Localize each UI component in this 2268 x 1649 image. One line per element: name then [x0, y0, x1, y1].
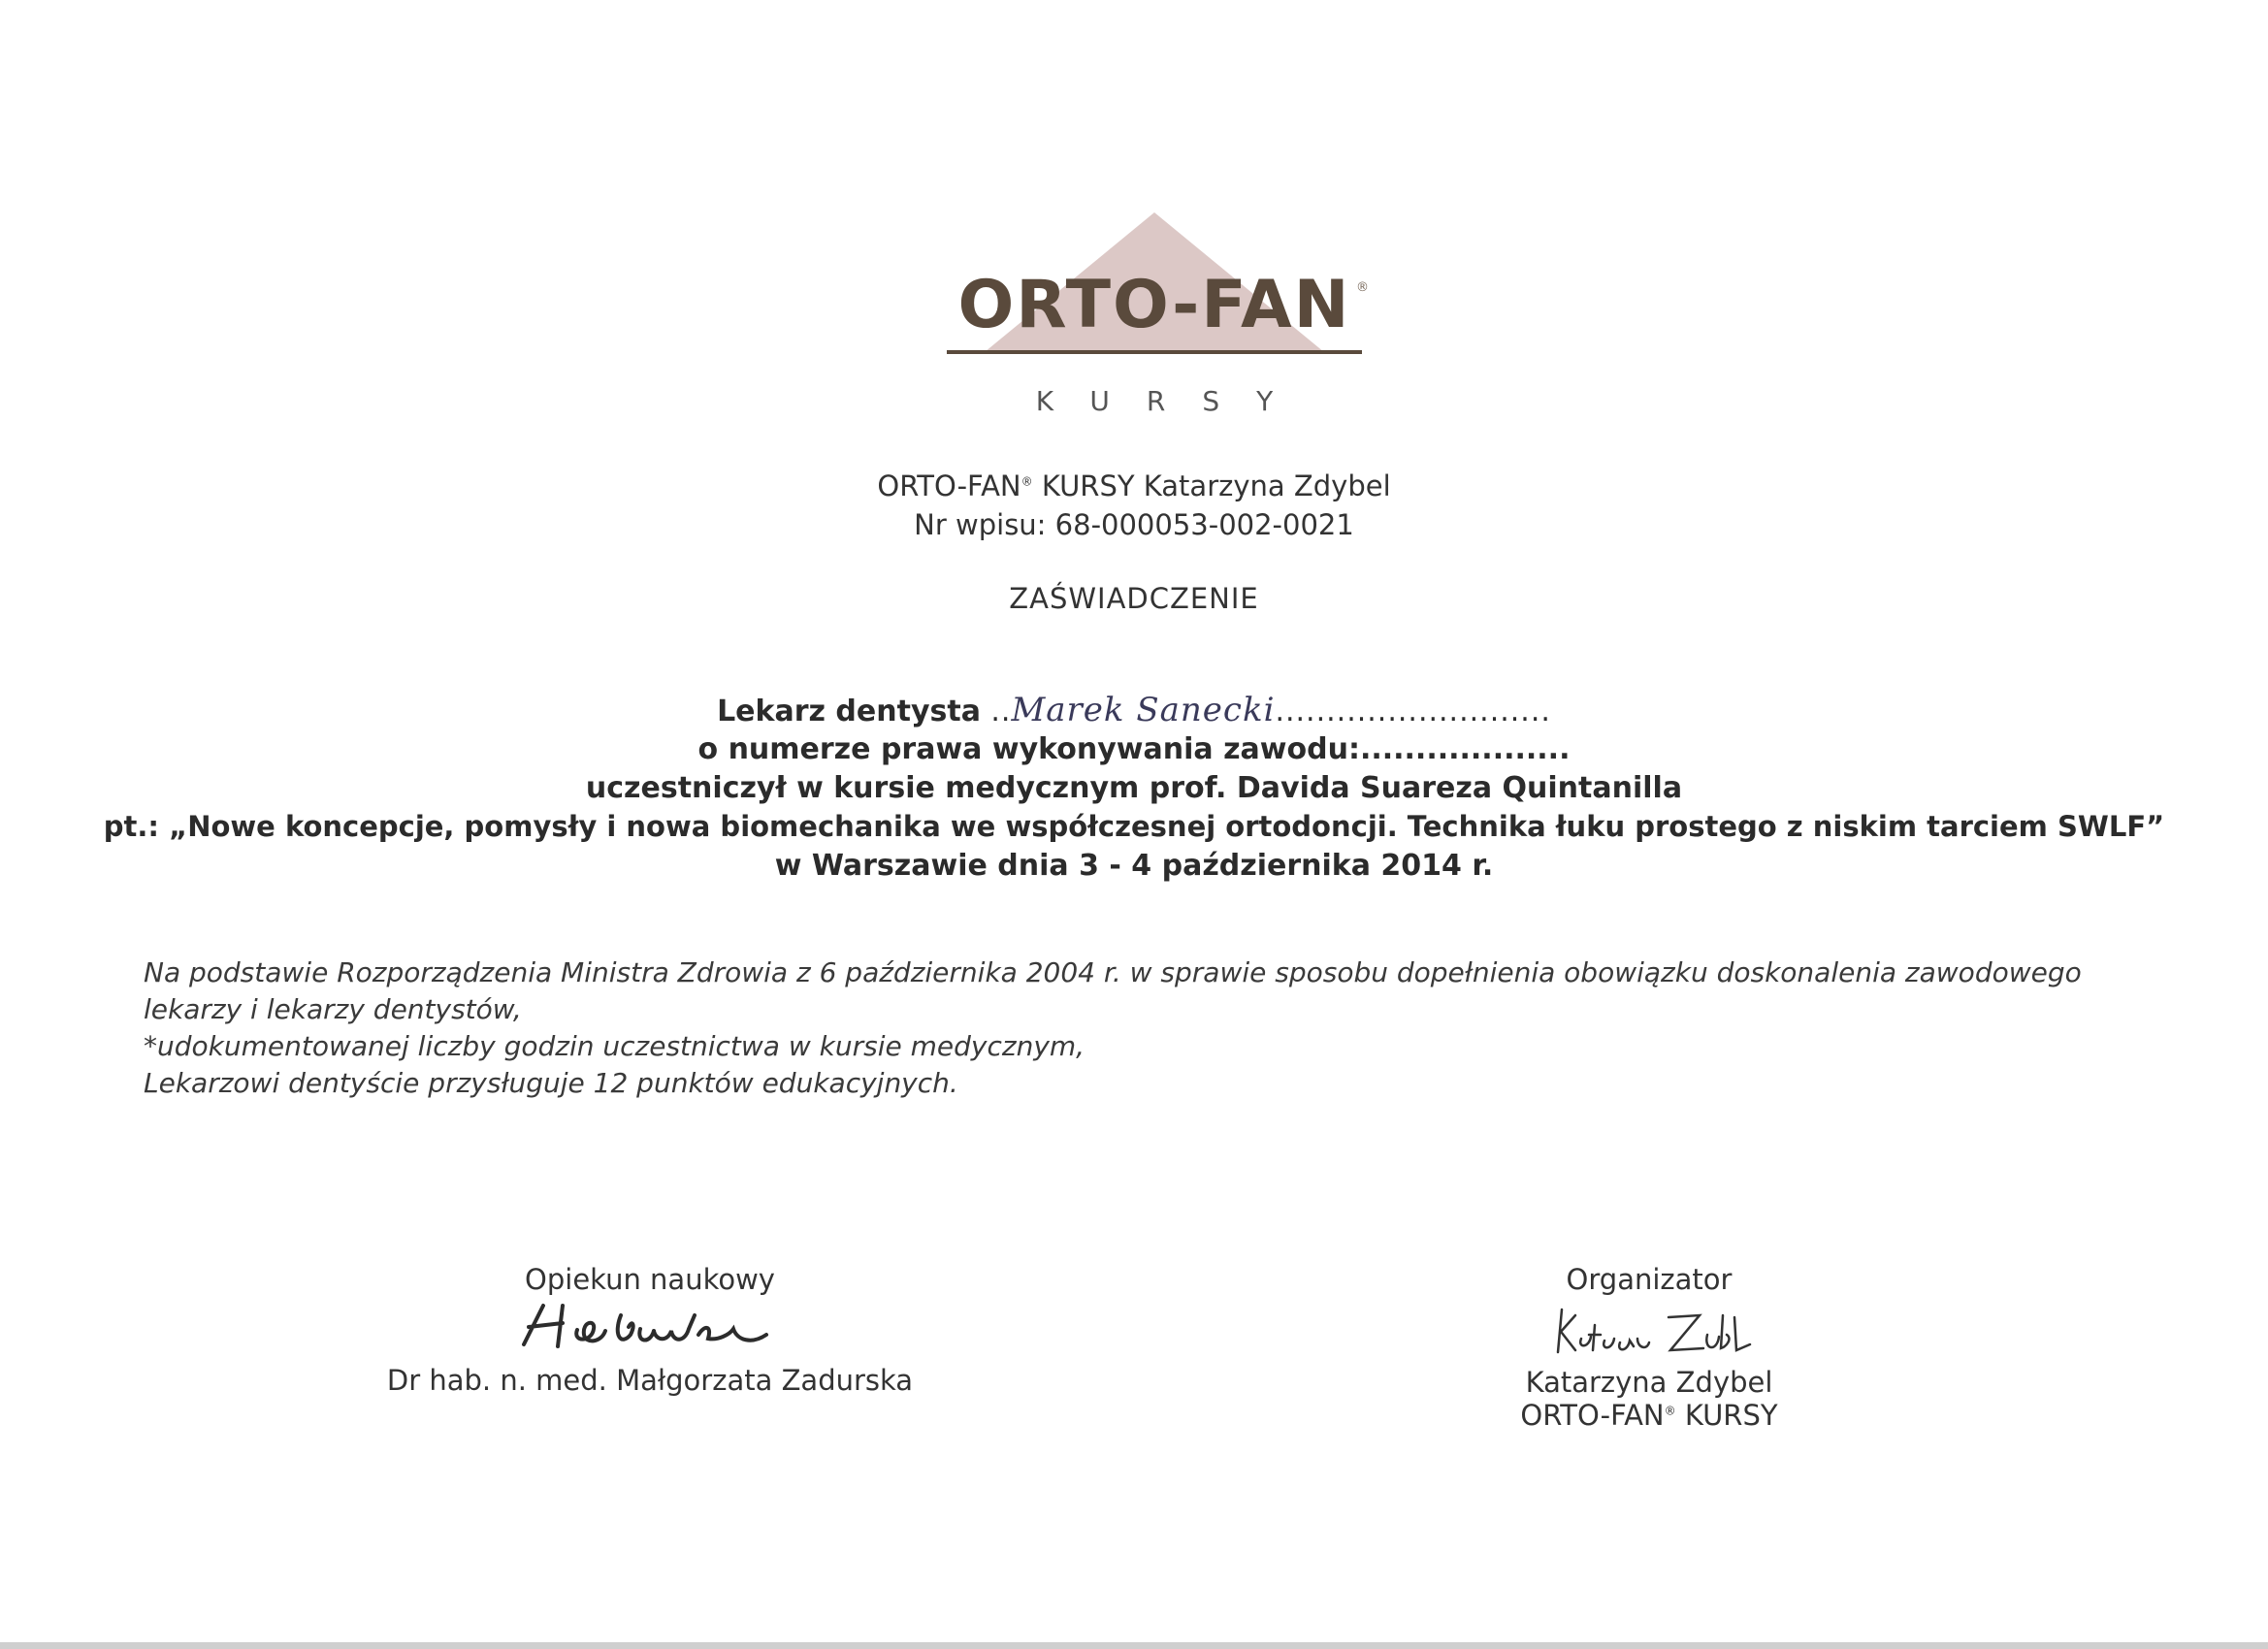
organizer-signature: [1494, 1263, 1804, 1432]
supervisor-role: Opiekun naukowy: [525, 1263, 775, 1296]
recipient-line: Lekarz dentysta ..Marek Sanecki...........................: [717, 691, 1551, 729]
scientific-supervisor-signature: [369, 1263, 931, 1397]
registration-number: Nr wpisu: 68-000053-002-0021: [914, 508, 1354, 541]
supervisor-name: Dr hab. n. med. Małgorzata Zadurska: [386, 1364, 914, 1397]
orto-fan-logo: [941, 209, 1368, 432]
document-title: ZAŚWIADCZENIE: [1009, 582, 1259, 615]
organizer-name: Katarzyna Zdybel: [1525, 1366, 1773, 1399]
recipient-name-handwritten: Marek Sanecki: [1011, 691, 1276, 729]
scan-edge: [0, 1642, 2268, 1649]
organizer-signature-icon: [1533, 1296, 1766, 1366]
logo-subtitle: KURSY: [1035, 385, 1311, 417]
organizer-role: Organizator: [1566, 1263, 1733, 1296]
license-number-line: o numerze prawa wykonywania zawodu:...................: [697, 732, 1571, 766]
supervisor-signature-icon: [504, 1296, 795, 1364]
organizer-company: ORTO-FAN® KURSY: [1520, 1399, 1778, 1432]
logo-underline: [947, 350, 1362, 354]
course-date-line: w Warszawie dnia 3 - 4 października 2014 r.: [774, 849, 1494, 883]
logo-brand-text: ORTO-FAN: [957, 267, 1351, 343]
legal-basis-text: Na podstawie Rozporządzenia Ministra Zdrowia z 6 października 2004 r. w sprawie sposobu dopełnienia obowiązku doskonalenia zawodowego lekarzy i lekarzy dentystów, *udokumentowanej liczby godzin uczestnictwa w kursie medycznym, Lekarzowi dentyście przysługuje 12 punktów edukacyjnych.: [144, 956, 2082, 1099]
organization-name: ORTO-FAN® KURSY Katarzyna Zdybel: [877, 469, 1391, 502]
logo-registered-mark: ®: [1356, 280, 1369, 295]
course-title-line: pt.: „Nowe koncepcje, pomysły i nowa biomechanika we współczesnej ortodoncji. Technika łuku prostego z niskim tarciem SWLF”: [103, 810, 2165, 843]
course-line: uczestniczył w kursie medycznym prof. Davida Suareza Quintanilla: [585, 771, 1683, 805]
